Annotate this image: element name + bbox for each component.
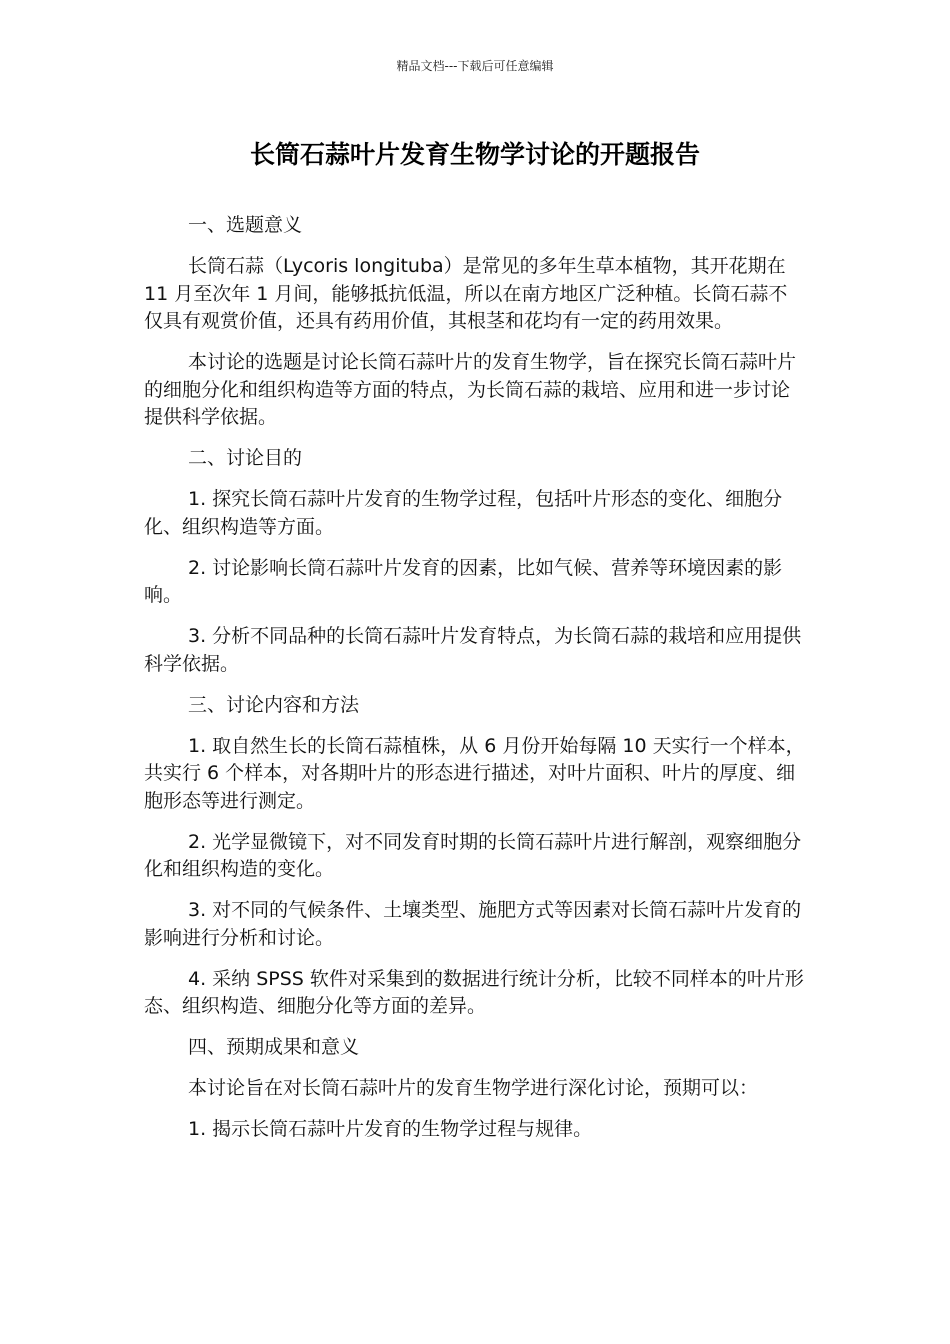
section-heading-significance: 一、选题意义 — [188, 214, 303, 236]
section-heading-methods: 三、讨论内容和方法 — [188, 693, 360, 716]
purpose-item-3: 3. 分析不同品种的长筒石蒜叶片发育特点，为长筒石蒜的栽培和应用提供科学依据。 — [144, 625, 802, 675]
section-heading-outcomes: 四、预期成果和意义 — [188, 1036, 360, 1058]
document-title: 长筒石蒜叶片发育生物学讨论的开题报告 — [249, 140, 700, 169]
outcome-item-1: 1. 揭示长筒石蒜叶片发育的生物学过程与规律。 — [188, 1118, 593, 1140]
purpose-item-1: 1. 探究长筒石蒜叶片发育的生物学过程，包括叶片形态的变化、细胞分化、组织构造等方面。 — [144, 488, 783, 538]
method-item-2: 2. 光学显微镜下，对不同发育时期的长筒石蒜叶片进行解剖，观察细胞分化和组织构造的变化。 — [144, 830, 802, 880]
section-heading-purpose: 二、讨论目的 — [188, 447, 303, 469]
paragraph-outcomes-intro: 本讨论旨在对长筒石蒜叶片的发育生物学进行深化讨论，预期可以： — [188, 1077, 759, 1099]
paragraph-intro: 长筒石蒜（Lycoris longituba）是常见的多年生草本植物，其开花期在 11 月至次年 1 月间，能够抵抗低温，所以在南方地区广泛种植。长筒石蒜不仅具有观赏价值，还具有药用价值，其根茎和花均有一定的药用效果。 — [144, 255, 788, 332]
method-item-1: 1. 取自然生长的长筒石蒜植株，从 6 月份开始每隔 10 天实行一个样本，共实行 6 个样本，对各期叶片的形态进行描述，对叶片面积、叶片的厚度、细胞形态等进行测定。 — [144, 734, 805, 812]
paragraph-topic: 本讨论的选题是讨论长筒石蒜叶片的发育生物学，旨在探究长筒石蒜叶片的细胞分化和组织构造等方面的特点，为长筒石蒜的栽培、应用和进一步讨论提供科学依据。 — [144, 351, 797, 428]
purpose-item-2: 2. 讨论影响长筒石蒜叶片发育的因素，比如气候、营养等环境因素的影响。 — [144, 556, 783, 606]
method-item-4: 4. 采纳 SPSS 软件对采集到的数据进行统计分析，比较不同样本的叶片形态、组织构造、细胞分化等方面的差异。 — [144, 967, 804, 1017]
method-item-3: 3. 对不同的气候条件、土壤类型、施肥方式等因素对长筒石蒜叶片发育的影响进行分析和讨论。 — [144, 899, 802, 949]
page-header-note: 精品文档---下载后可任意编辑 — [396, 59, 554, 73]
document-body — [144, 212, 806, 1157]
